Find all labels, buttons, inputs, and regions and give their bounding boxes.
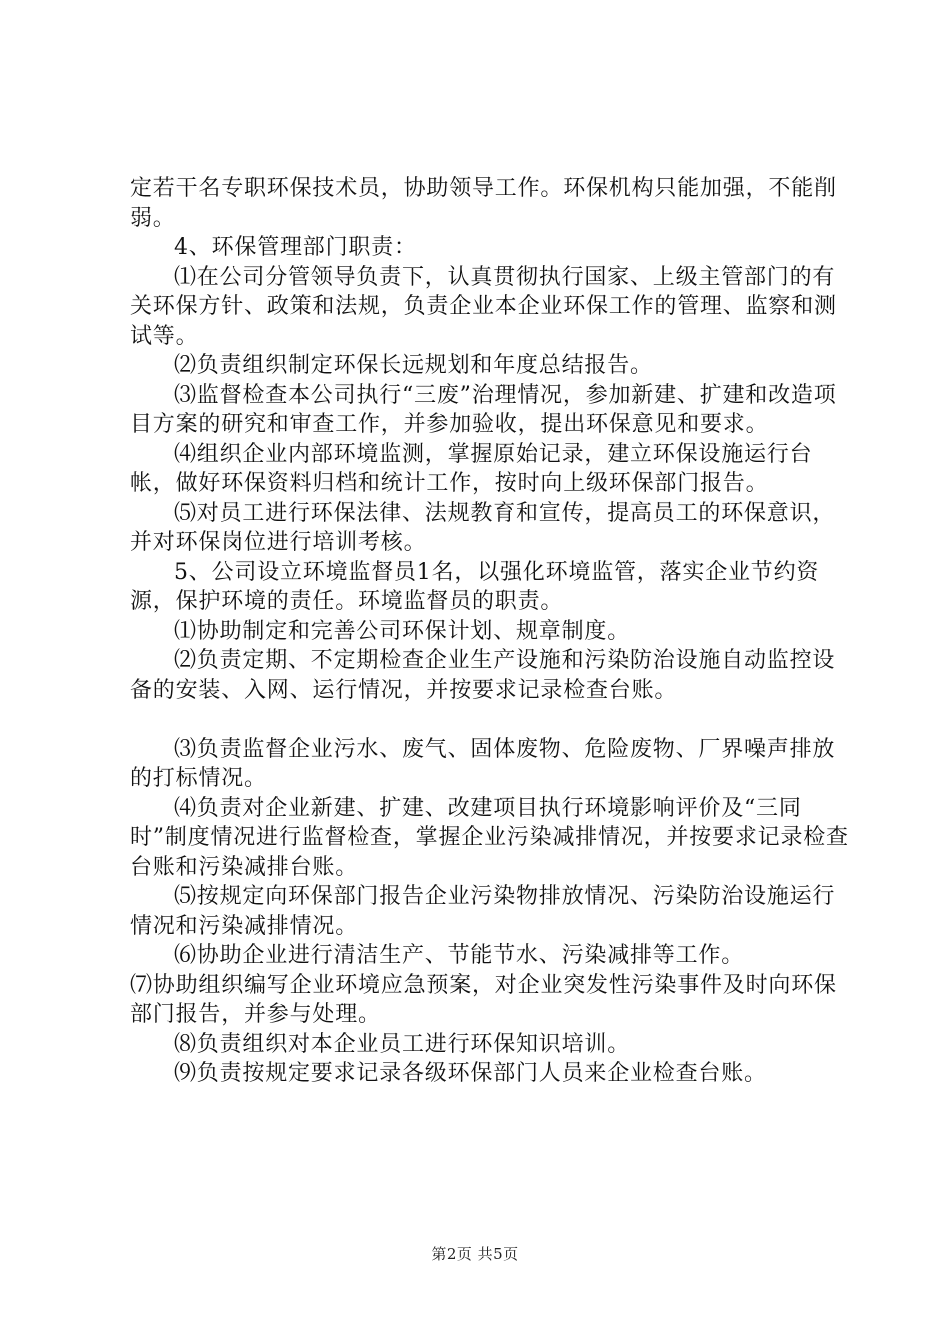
paragraph-item-5-7: ⑺协助组织编写企业环境应急预案，对企业突发性污染事件及时向环保部门报告，并参与处理。: [130, 972, 837, 1027]
paragraph-item-5-4: ⑷负责对企业新建、扩建、改建项目执行环境影响评价及“三同时”制度情况进行监督检查，掌握企业污染减排情况，并按要求记录检查台账和污染减排台账。: [130, 795, 849, 880]
paragraph-item-4-1: ⑴在公司分管领导负责下，认真贯彻执行国家、上级主管部门的有关环保方针、政策和法规，负责企业本企业环保工作的管理、监察和测试等。: [130, 264, 837, 349]
paragraph-continuation: 定若干名专职环保技术员，协助领导工作。环保机构只能加强，不能削弱。: [130, 176, 837, 231]
paragraph-item-5-5: ⑸按规定向环保部门报告企业污染物排放情况、污染防治设施运行情况和污染减排情况。: [130, 884, 836, 939]
paragraph-item-5-6: ⑹协助企业进行清洁生产、节能节水、污染减排等工作。: [174, 943, 745, 968]
paragraph-item-4-2: ⑵负责组织制定环保长远规划和年度总结报告。: [174, 353, 653, 378]
paragraph-section-5-heading: 5、公司设立环境监督员1名，以强化环境监管，落实企业节约资源，保护环境的责任。环境监督员的职责。: [130, 559, 820, 614]
paragraph-item-4-4: ⑷组织企业内部环境监测，掌握原始记录，建立环保设施运行台帐，做好环保资料归档和统计工作，按时向上级环保部门报告。: [130, 441, 813, 496]
paragraph-item-5-9: ⑼负责按规定要求记录各级环保部门人员来企业检查台账。: [174, 1061, 767, 1086]
paragraph-item-5-2: ⑵负责定期、不定期检查企业生产设施和污染防治设施自动监控设备的安装、入网、运行情况，并按要求记录检查台账。: [130, 648, 836, 703]
paragraph-item-5-3: ⑶负责监督企业污水、废气、固体废物、危险废物、厂界噪声排放的打标情况。: [130, 736, 836, 791]
paragraph-item-4-5: ⑸对员工进行环保法律、法规教育和宣传，提高员工的环保意识，并对环保岗位进行培训考核。: [130, 500, 836, 555]
page-number-footer: 第2页 共5页: [431, 1245, 519, 1263]
paragraph-section-4-heading: 4、环保管理部门职责：: [174, 235, 417, 260]
paragraph-item-4-3: ⑶监督检查本公司执行“三废”治理情况，参加新建、扩建和改造项目方案的研究和审查工作，并参加验收，提出环保意见和要求。: [130, 382, 837, 437]
paragraph-item-5-8: ⑻负责组织对本企业员工进行环保知识培训。: [174, 1031, 631, 1057]
paragraph-item-5-1: ⑴协助制定和完善公司环保计划、规章制度。: [174, 618, 631, 644]
document-body: [130, 174, 850, 1089]
